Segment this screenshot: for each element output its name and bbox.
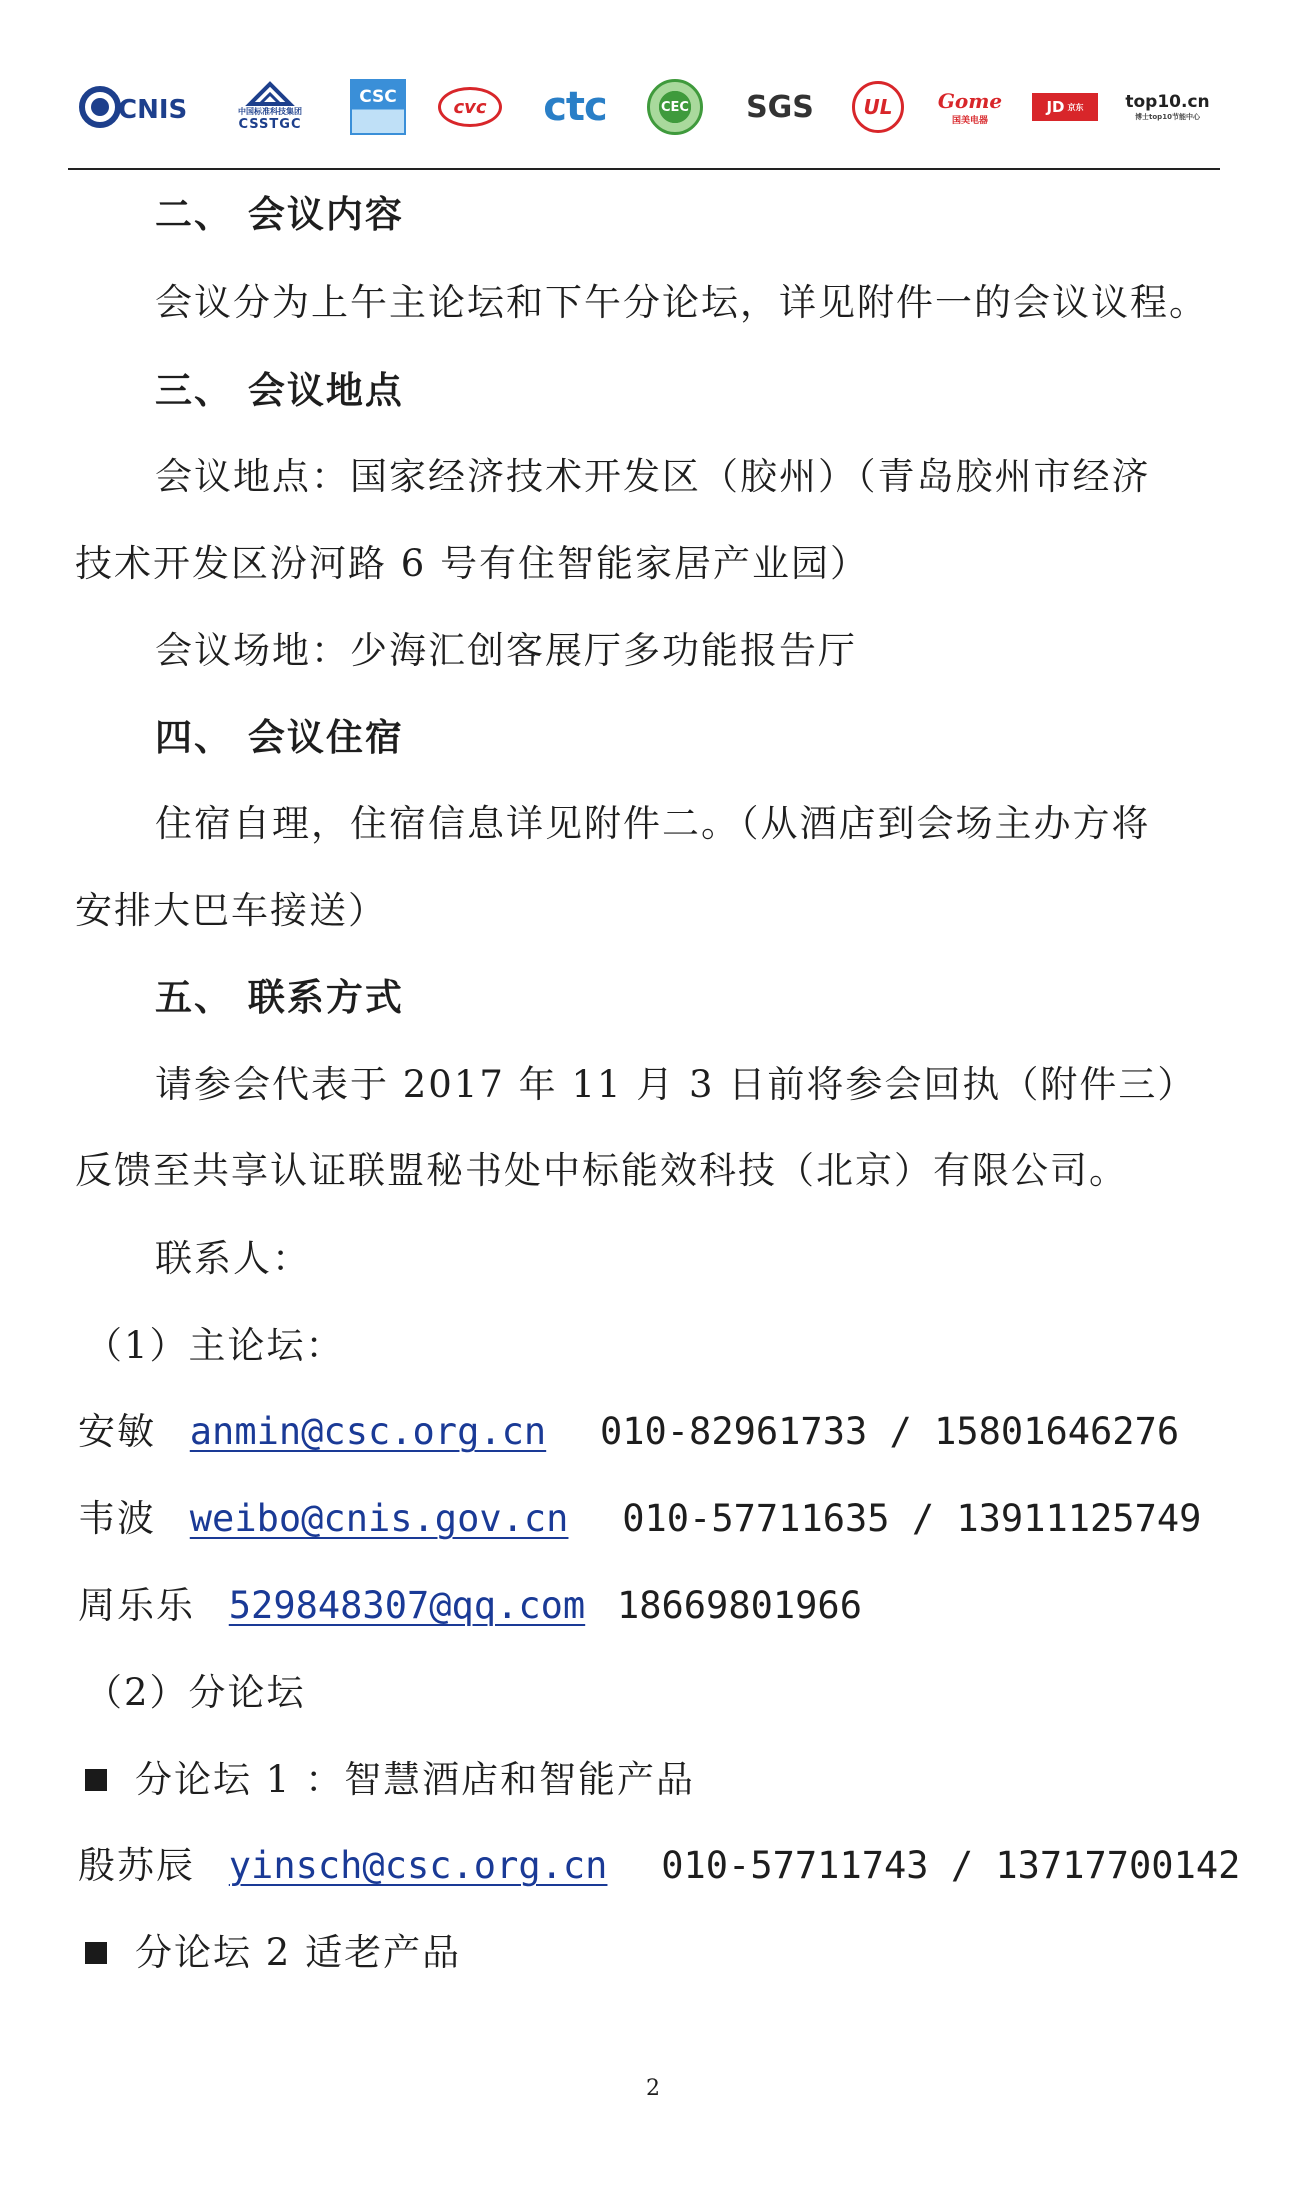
contact-email-link[interactable]: yinsch@csc.org.cn [228,1844,608,1887]
gome-logo: Gome 国美电器 [937,88,1003,126]
csc-logo: CSC [348,72,408,142]
contact-row [78,1410,1180,1453]
contact-name: 安敏 [78,1410,156,1453]
sub-forum-item [85,1758,696,1801]
sub-forum-title: 分论坛 1 ：智慧酒店和智能产品 [135,1758,696,1801]
square-bullet-icon [85,1769,107,1791]
cvc-logo: cvc [435,72,505,142]
location-line-2: 技术开发区汾河路 6 号有住智能家居产业园） [75,542,870,585]
ctc-logo: ctc [543,84,607,130]
ul-logo: UL [848,72,908,142]
contact-email-link[interactable]: weibo@cnis.gov.cn [189,1497,569,1540]
accommodation-line-2: 安排大巴车接送） [75,889,387,932]
contact-phone: 010-57711635 / 13911125749 [622,1497,1202,1540]
svg-text:CNIS: CNIS [118,95,188,125]
contact-paragraph-line-2: 反馈至共享认证联盟秘书处中标能效科技（北京）有限公司。 [75,1149,1128,1192]
top10-logo: top10.cn 博士top10节能中心 [1125,92,1210,121]
jd-logo: JD 京东 [1025,72,1105,142]
section-heading-contact: 五、 联系方式 [155,975,404,1019]
contact-email-link[interactable]: anmin@csc.org.cn [189,1410,547,1453]
header-divider [68,168,1220,170]
main-forum-label: （1）主论坛： [85,1324,345,1367]
contact-paragraph-line-1: 请参会代表于 2017 年 11 月 3 日前将参会回执（附件三） [155,1063,1197,1106]
section-heading-location: 三、 会议地点 [155,368,404,412]
cnis-logo [80,72,188,142]
contact-phone: 18669801966 [616,1584,862,1627]
page-number: 2 [646,2076,660,2101]
csstgc-logo: 中国标准科技集团 CSSTGC [225,72,315,142]
contact-row [78,1844,1241,1887]
cec-logo: CEC [645,72,705,142]
location-line-1: 会议地点：国家经济技术开发区（胶州）（青岛胶州市经济 [155,455,1151,498]
content-paragraph: 会议分为上午主论坛和下午分论坛，详见附件一的会议议程。 [155,281,1208,324]
sub-forum-label: （2）分论坛 [85,1671,306,1714]
contact-email-link[interactable]: 529848307@qq.com [228,1584,586,1627]
contact-phone: 010-82961733 / 15801646276 [599,1410,1180,1453]
sgs-logo: SGS [746,89,814,125]
venue-line: 会议场地：少海汇创客展厅多功能报告厅 [155,629,857,672]
accommodation-line-1: 住宿自理，住宿信息详见附件二。（从酒店到会场主办方将 [155,802,1151,845]
contact-person-label: 联系人： [155,1237,311,1280]
section-heading-accommodation: 四、 会议住宿 [155,715,404,759]
sub-forum-title: 分论坛 2 适老产品 [135,1931,462,1974]
contact-row [78,1497,1202,1540]
square-bullet-icon [85,1942,107,1964]
contact-row [78,1584,862,1627]
logo-header [80,72,1220,142]
contact-name: 韦波 [78,1497,156,1540]
section-heading-content: 二、 会议内容 [155,192,404,236]
contact-name: 殷苏辰 [78,1844,195,1887]
sub-forum-item [85,1931,462,1974]
contact-phone: 010-57711743 / 13717700142 [661,1844,1241,1887]
contact-name: 周乐乐 [78,1584,195,1627]
